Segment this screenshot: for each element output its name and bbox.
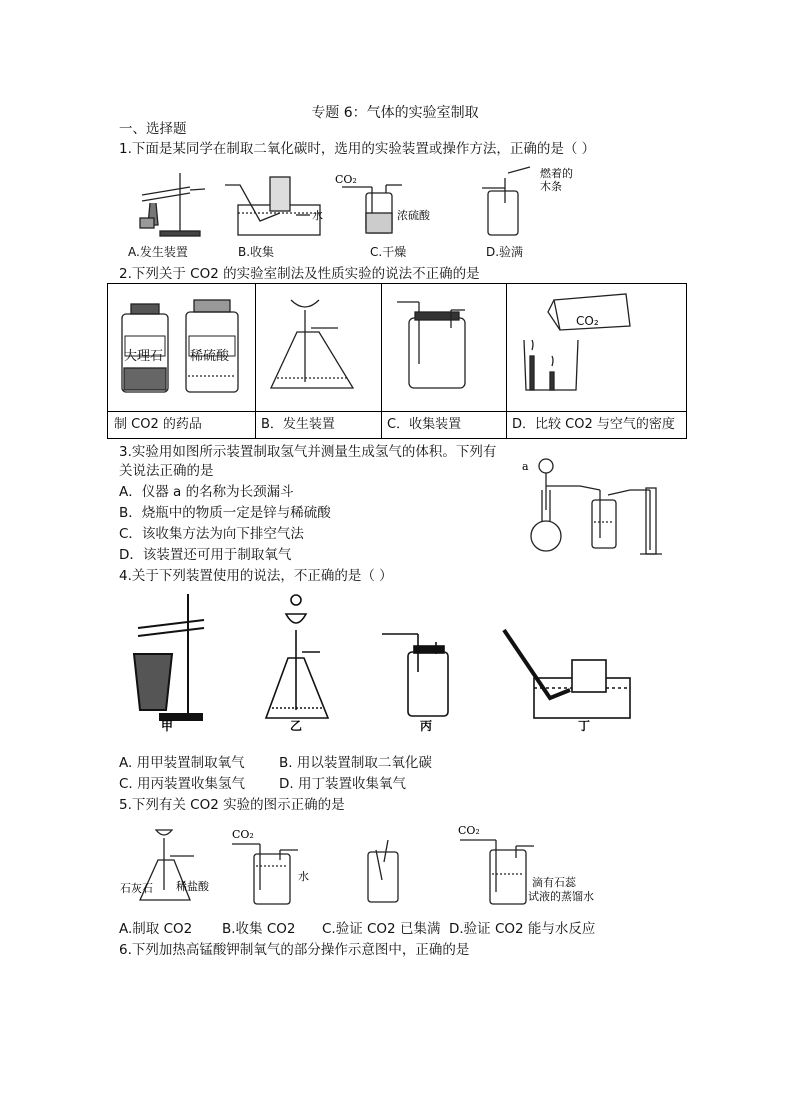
q4-figure — [120, 590, 640, 733]
q2-cell-c — [381, 284, 507, 438]
q2-caption-b: B．发生装置 — [255, 411, 381, 438]
q1-option-d: D.验满 — [486, 245, 524, 259]
q2-jar-marble-label: 大理石 — [124, 349, 164, 364]
q1-label-burning: 燃着的 — [540, 167, 573, 180]
q1-label-co2: CO₂ — [335, 173, 357, 186]
q4-stem: 4.关于下列装置使用的说法，不正确的是（ ） — [119, 568, 393, 584]
q4-ding-apparatus — [504, 630, 630, 718]
q4-fig-ding: 丁 — [578, 719, 591, 733]
q1-b-apparatus — [225, 177, 320, 235]
q6-stem: 6.下列加热高锰酸钾制氧气的部分操作示意图中，正确的是 — [119, 942, 470, 958]
q2-stem: 2.下列关于 CO2 的实验室制法及性质实验的说法不正确的是 — [119, 266, 480, 282]
q1-label-conc-acid: 浓硫酸 — [397, 209, 430, 222]
q1-label-stick: 木条 — [540, 180, 562, 193]
q2-jar-acid-label: 稀硫酸 — [190, 349, 230, 364]
q3-option-c: C．该收集方法为向下排空气法 — [119, 526, 304, 542]
q4-yi-apparatus — [266, 595, 328, 718]
q5-option-d: D.验证 CO2 能与水反应 — [449, 921, 596, 937]
q5-option-c: C.验证 CO2 已集满 — [322, 921, 441, 937]
q5-d-apparatus — [460, 840, 534, 904]
q5-c-apparatus — [368, 840, 398, 902]
q2-caption-d: D．比较 CO2 与空气的密度 — [506, 411, 686, 438]
q5-option-b: B.收集 CO2 — [222, 921, 296, 937]
q5-stem: 5.下列有关 CO2 实验的图示正确的是 — [119, 797, 345, 813]
q4-fig-jia: 甲 — [161, 719, 174, 733]
q2-caption-a: 制 CO2 的药品 — [108, 411, 255, 438]
q4-option-c: C. 用丙装置收集氢气 — [119, 776, 246, 792]
q1-c-apparatus — [342, 185, 402, 233]
q1-stem: 1.下面是某同学在制取二氧化碳时，选用的实验装置或操作方法，正确的是（ ） — [119, 141, 596, 157]
q5-label-water: 水 — [298, 870, 309, 883]
q5-label-stone: 石灰石 — [120, 882, 153, 895]
q2-cell-b — [255, 284, 382, 438]
q2-caption-c: C．收集装置 — [381, 411, 506, 438]
q5-label-co2-d: CO₂ — [458, 824, 480, 837]
q4-option-b: B. 用以装置制取二氧化碳 — [279, 755, 432, 771]
q5-label-litmus2: 试液的蒸馏水 — [528, 890, 594, 903]
q1-figure — [120, 163, 620, 243]
q1-option-b: B.收集 — [238, 245, 275, 259]
q4-option-a: A. 用甲装置制取氧气 — [119, 755, 245, 771]
q4-fig-bing: 丙 — [420, 719, 433, 733]
q3-option-b: B．烧瓶中的物质一定是锌与稀硫酸 — [119, 505, 331, 521]
q5-option-a: A.制取 CO2 — [119, 921, 193, 937]
q1-option-a: A.发生装置 — [128, 245, 188, 259]
q4-fig-yi: 乙 — [290, 719, 303, 733]
q1-a-apparatus — [140, 173, 205, 236]
q1-option-c: C.干燥 — [370, 245, 407, 259]
q5-label-acid: 稀盐酸 — [176, 880, 209, 893]
q3-figure — [520, 450, 670, 560]
q4-bing-apparatus — [382, 634, 448, 716]
q2-table — [107, 283, 687, 439]
q4-jia-apparatus — [134, 594, 204, 720]
q1-label-water: 水 — [312, 209, 323, 222]
q1-d-apparatus — [482, 167, 530, 235]
q2-cell-d — [506, 284, 686, 438]
q5-b-apparatus — [232, 844, 298, 904]
q5-figure — [120, 820, 600, 915]
page-title: 专题 6：气体的实验室制取 — [311, 105, 479, 121]
q5-label-co2-b: CO₂ — [232, 828, 254, 841]
q3-option-d: D．该装置还可用于制取氧气 — [119, 547, 292, 563]
q2-co2-label: CO₂ — [576, 314, 599, 328]
q3-label-a: a — [522, 460, 529, 473]
q2-cell-a — [108, 284, 256, 438]
q3-stem-line1: 3.实验用如图所示装置制取氢气并测量生成氢气的体积。下列有 — [119, 444, 497, 460]
section-heading: 一、选择题 — [119, 121, 187, 137]
q5-label-litmus1: 滴有石蕊 — [532, 876, 576, 889]
q3-stem-line2: 关说法正确的是 — [119, 463, 214, 479]
q4-option-d: D. 用丁装置收集氧气 — [279, 776, 406, 792]
q3-option-a: A．仪器 a 的名称为长颈漏斗 — [119, 484, 294, 500]
